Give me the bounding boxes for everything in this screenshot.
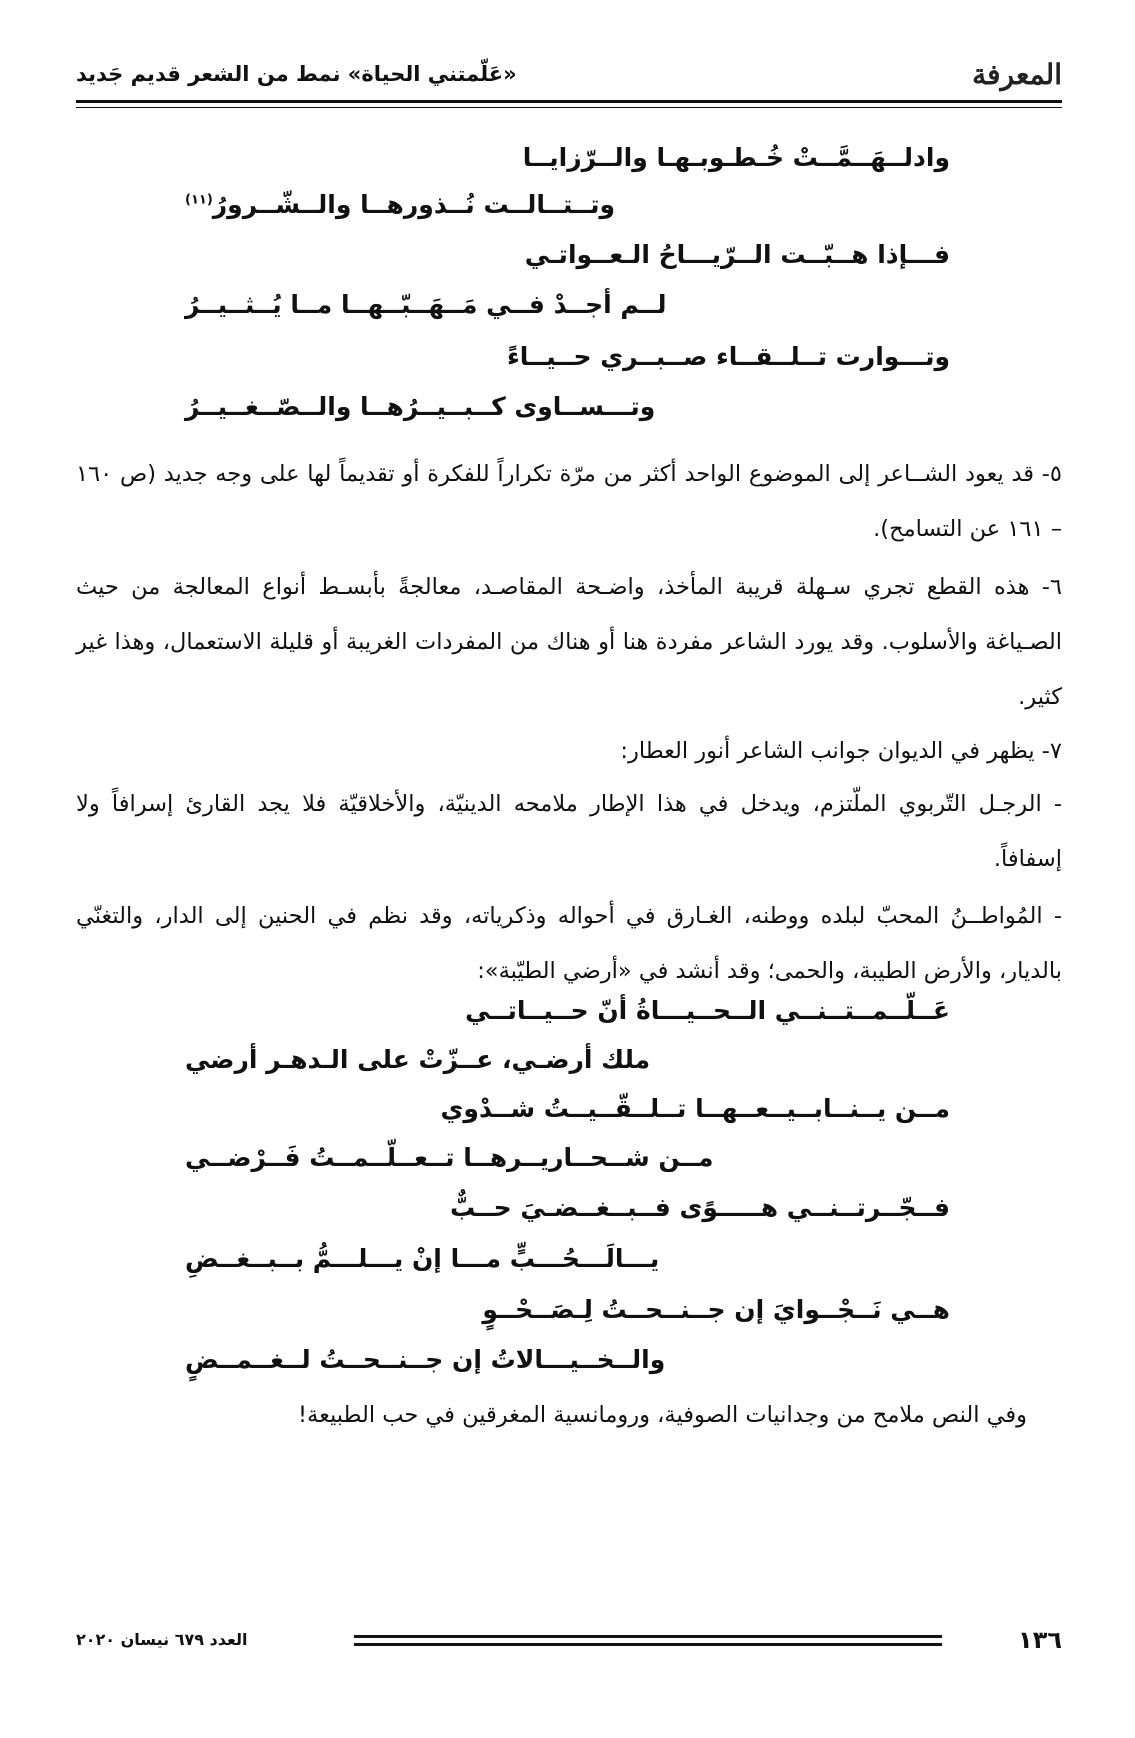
verse-line: وادلــهَــمَّــتْ خُـطـوبـهـا والــرّزايــا	[522, 143, 950, 172]
verse-line: عَــلّــمــتــنــي الــحــيـــاةُ أنّ حــيــاتــي	[465, 996, 950, 1025]
verse-line: لــم أجــدْ فــي مَــهَــبّــهــا مــا يُــثــيــرُ	[185, 290, 667, 319]
verse-line: فـــإذا هــبّــت الــرّيـــاحُ الـعــواتـي	[524, 240, 950, 269]
verse-line: ملك أرضـي، عــزّتْ على الـدهـر أرضي	[185, 1045, 651, 1074]
verse-line: وتـــســاوى كــبــيــرُهــا والــصّــغــيــرُ	[185, 392, 656, 421]
verse-line: وتــتــالــت نُــذورهــا والــشّــرورُ$^{(١١)}$	[185, 190, 616, 219]
verse-line: مــن يــنــابــيــعــهــا تــلــقّــيــتُ شــدْوي	[440, 1094, 950, 1123]
footer-rule	[354, 1635, 942, 1638]
header-rule-thick	[76, 100, 1062, 103]
issue-info: العدد ٦٧٩ نيسان ٢٠٢٠	[76, 1630, 248, 1649]
verse-line: والــخــيـــالاتُ إن جــنــحــتُ لــغــمــضٍ	[185, 1345, 666, 1374]
paragraph-6: ٦- هذه القطع تجري سـهلة قريبة المأخذ، واضـحة المقاصـد، معالجةً بأبسـط أنواع المعالجة من حيث الصـياغة والأسلوب. وقد يورد الشاعر مفردة هنا أو هناك من المفردات الغريبة أو قليلة الاستعمال، وهذا غير كثير.	[76, 574, 1062, 710]
page-footer	[76, 1628, 1062, 1658]
paragraph-7-item-2: - المُواطــنُ المحبّ لبلده ووطنه، الغـارق في أحواله وذكرياته، وقد نظم في الحنين إلى الدار، والتغنّي بالديار، والأرض الطيبة، والحمى؛ وقد أنشد في «أرضي الطيّبة»:	[76, 903, 1062, 984]
closing-sentence: وفي النص ملامح من وجدانيات الصوفية، ورومانسية المغرقين في حب الطبيعة!	[298, 1402, 1027, 1428]
paragraph-7-item-1: - الرجـل التّربوي الملّتزم، ويدخل في هذا الإطار ملامحه الدينيّة، والأخلاقيّة فلا يجد القارئ إسرافاً ولا إسفافاً.	[76, 791, 1062, 872]
running-title: «عَلّمتني الحياة» نمط من الشعر قديم جَديد	[76, 62, 517, 86]
paragraph-5: ٥- قد يعود الشــاعر إلى الموضوع الواحد أكثر من مرّة تكراراً للفكرة أو تقديماً لها على وجه جديد (ص ١٦٠ – ١٦١ عن التسامح).	[76, 461, 1062, 542]
verse-line: هــي نَــجْــوايَ إن جــنــحــتُ لِـصَــحْــوٍ	[482, 1295, 950, 1324]
footer-rule	[354, 1643, 942, 1646]
journal-logo: المعرفة	[972, 58, 1062, 91]
verse-line: وتـــوارت تــلــقــاء صــبــري حــيــاءً	[506, 342, 950, 371]
header-rule-thin	[76, 107, 1062, 108]
page-header	[76, 52, 1062, 100]
verse-line: مــن شــحــاريــرهــا تــعــلّــمــتُ فَــرْضــي	[185, 1143, 714, 1172]
verse-line: فــجّــرتــنــي هـــــوًى فــبــغــضـيَ حــبٌّ	[450, 1193, 950, 1222]
footnote-marker: (١١)	[185, 192, 213, 208]
verse-line: يـــالَـــحُـــبٍّ مـــا إنْ يـــلـــمُّ بــبــغــضِ	[185, 1244, 660, 1273]
page-number: ١٣٦	[1018, 1626, 1062, 1654]
paragraph-7: ٧- يظهر في الديوان جوانب الشاعر أنور العطار:	[620, 738, 1062, 764]
